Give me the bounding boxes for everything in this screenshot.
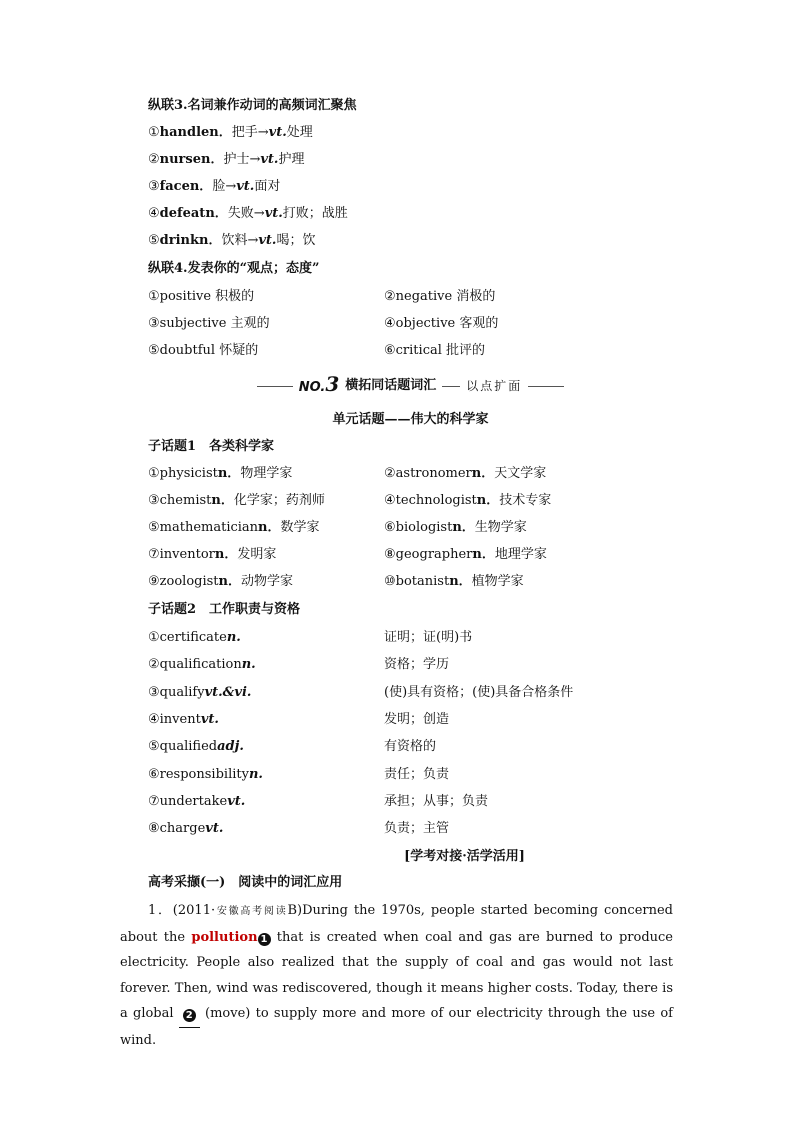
term-meaning: 有资格的 xyxy=(384,739,437,755)
item-word: drink xyxy=(159,233,199,248)
attitude-word: ③subjective 主观的 xyxy=(148,316,270,331)
attitude-word: ⑥critical 批评的 xyxy=(384,343,486,358)
item-pos-verb: vt. xyxy=(258,233,277,248)
scientist-term xyxy=(384,518,527,538)
item-pos-noun: n． xyxy=(205,206,228,221)
term-meaning: 发明家 xyxy=(237,547,277,562)
term-pos: adj. xyxy=(217,739,244,755)
term-meaning: 负责；主管 xyxy=(384,821,450,837)
term-meaning: 资格；学历 xyxy=(384,657,450,673)
term-meaning: 数学家 xyxy=(280,520,320,535)
term-pos: n． xyxy=(258,520,281,535)
item-meaning-verb: 面对 xyxy=(254,179,281,194)
item-meaning-noun: 把手 xyxy=(231,125,258,140)
term-word: ⑤qualified xyxy=(148,739,218,755)
passage-part1: B)During the 1970s, people started becoming concerned about the xyxy=(120,903,673,945)
qualification-term xyxy=(148,765,263,785)
term-pos: n． xyxy=(211,493,234,508)
section4-heading: 纵联4.发表你的“观点；态度” xyxy=(148,261,320,276)
item-meaning-noun: 饮料 xyxy=(221,233,248,248)
term-meaning: 地理学家 xyxy=(494,547,547,562)
term-meaning: 技术专家 xyxy=(499,493,552,508)
term-pos: vt. xyxy=(205,821,224,837)
scientist-term xyxy=(384,572,524,592)
attitude-word: ②negative 消极的 xyxy=(384,289,496,304)
term-meaning: 证明；证(明)书 xyxy=(384,630,473,645)
scientist-term xyxy=(384,545,547,565)
term-word: ①physicist xyxy=(148,466,218,481)
term-meaning: 承担；从事；负责 xyxy=(384,793,489,809)
term-meaning: 生物学家 xyxy=(474,520,527,535)
banner-num: 3 xyxy=(325,372,340,396)
term-word: ⑩botanist xyxy=(384,574,450,589)
term-pos: n． xyxy=(218,574,241,589)
term-pos: n. xyxy=(248,766,263,782)
item-word: face xyxy=(159,179,190,194)
scientist-term xyxy=(148,572,293,592)
scientist-term xyxy=(148,491,325,511)
qualification-term xyxy=(148,683,251,703)
term-pos: n． xyxy=(449,574,472,589)
item-number: ⑤ xyxy=(148,233,160,248)
attitude-word: ⑤doubtful 怀疑的 xyxy=(148,343,259,358)
term-word: ⑧geographer xyxy=(384,547,473,562)
term-word: ③qualify xyxy=(148,684,205,700)
section3-item xyxy=(148,177,280,197)
scientist-term xyxy=(148,518,320,538)
term-pos: vt.&vi. xyxy=(204,684,252,700)
passage-part2[interactable]: that is created when coal and gas are burned to produce electricity. People also realized that the supply of coal and gas would not last forever. Then, wind was rediscovered, though it means higher costs. Today, there is a global xyxy=(120,929,673,1021)
term-word: ⑦inventor xyxy=(148,547,215,562)
attitude-word: ①positive 积极的 xyxy=(148,289,255,304)
banner-no: NO. xyxy=(298,380,326,395)
item-number: ② xyxy=(148,152,160,167)
term-word: ⑥biologist xyxy=(384,520,453,535)
section3-item xyxy=(148,150,304,170)
banner-rule-right xyxy=(528,386,564,387)
term-word: ⑤mathematician xyxy=(148,520,259,535)
banner-subtitle: 以点扩面 xyxy=(466,379,523,393)
item-meaning-noun: 护士 xyxy=(223,152,250,167)
item-meaning-verb: 处理 xyxy=(286,125,313,140)
banner-rule-left xyxy=(257,386,293,387)
arrow-icon: → xyxy=(225,179,237,194)
term-meaning: 植物学家 xyxy=(471,574,524,589)
qualification-term xyxy=(148,819,223,839)
banner-title: 横拓同话题词汇 xyxy=(345,378,437,393)
term-pos: vt. xyxy=(227,793,246,809)
item-pos-verb: vt. xyxy=(260,152,279,167)
term-word: ②qualification xyxy=(148,657,242,673)
term-meaning: (使)具有资格；(使)具备合格条件 xyxy=(384,684,574,700)
term-pos: n． xyxy=(214,547,238,562)
term-word: ⑥responsibility xyxy=(148,766,249,782)
term-meaning: 发明；创造 xyxy=(384,711,450,727)
highlight-word: pollution xyxy=(191,929,258,945)
item-word: nurse xyxy=(159,152,201,167)
item-number: ④ xyxy=(148,206,160,221)
item-pos-noun: n． xyxy=(189,179,213,194)
passage-part3: (move) to supply more and more of our electricity through the use of wind. xyxy=(120,1006,673,1048)
item-meaning-noun: 失败 xyxy=(227,206,254,221)
item-word: defeat xyxy=(159,206,206,221)
arrow-icon: → xyxy=(253,206,265,221)
scientist-term xyxy=(148,545,276,565)
item-pos-noun: n． xyxy=(199,233,222,248)
term-pos: n． xyxy=(471,466,495,481)
scientist-term xyxy=(384,464,546,484)
term-pos: n． xyxy=(452,520,475,535)
scientist-term xyxy=(384,491,551,511)
term-pos: n. xyxy=(241,657,256,673)
qualification-term xyxy=(148,792,245,812)
term-pos: n． xyxy=(476,493,500,508)
item-pos-verb: vt. xyxy=(268,125,287,140)
term-word: ⑧charge xyxy=(148,821,206,837)
item-pos-noun: n． xyxy=(209,125,232,140)
fill-blank-2[interactable] xyxy=(179,1001,200,1028)
annotation-marker-2: 2 xyxy=(183,1009,196,1022)
item-meaning-verb: 打败；战胜 xyxy=(282,206,348,221)
qualification-term xyxy=(148,710,219,730)
term-pos: n． xyxy=(472,547,495,562)
item-pos-verb: vt. xyxy=(236,179,255,194)
term-meaning: 化学家；药剂师 xyxy=(233,493,325,508)
term-word: ④invent xyxy=(148,711,201,727)
term-word: ⑦undertake xyxy=(148,793,228,809)
section3-item xyxy=(148,123,313,143)
item-meaning-verb: 护理 xyxy=(278,152,305,167)
subtopic2-heading: 子话题2 工作职责与资格 xyxy=(148,602,301,617)
term-meaning: 天文学家 xyxy=(494,466,547,481)
arrow-icon: → xyxy=(249,152,261,167)
term-word: ②astronomer xyxy=(384,466,472,481)
term-word: ⑨zoologist xyxy=(148,574,219,589)
term-pos: vt. xyxy=(200,711,219,727)
scientist-term xyxy=(148,464,292,484)
term-word: ④technologist xyxy=(384,493,477,508)
term-pos: n. xyxy=(226,630,241,645)
qualification-term xyxy=(148,737,244,757)
item-pos-verb: vt. xyxy=(264,206,283,221)
item-number: ③ xyxy=(148,179,160,194)
section3-heading: 纵联3.名词兼作动词的高频词汇聚焦 xyxy=(148,98,357,113)
reading-passage xyxy=(120,898,673,1053)
term-meaning: 责任；负责 xyxy=(384,766,450,782)
practice-heading: [学考对接·活学活用] xyxy=(404,849,525,864)
item-meaning-verb: 喝；饮 xyxy=(276,233,316,248)
section3-item xyxy=(148,204,348,224)
arrow-icon: → xyxy=(247,233,259,248)
attitude-word: ④objective 客观的 xyxy=(384,316,499,331)
section3-item xyxy=(148,231,315,251)
banner-rule-mid xyxy=(442,386,460,387)
qualification-term xyxy=(148,628,241,648)
reading-heading: 高考采撷(一) 阅读中的词汇应用 xyxy=(148,875,343,890)
unit-topic: 单元话题——伟大的科学家 xyxy=(332,412,489,427)
term-word: ③chemist xyxy=(148,493,212,508)
annotation-marker-1: 1 xyxy=(258,933,271,946)
item-word: handle xyxy=(159,125,210,140)
passage-source: 安徽高考阅读 xyxy=(215,906,288,917)
item-pos-noun: n． xyxy=(201,152,224,167)
item-number: ① xyxy=(148,125,160,140)
qualification-term xyxy=(148,655,256,675)
subtopic1-heading: 子话题1 各类科学家 xyxy=(148,439,275,454)
banner-number xyxy=(299,374,340,398)
term-meaning: 物理学家 xyxy=(240,466,293,481)
section-banner xyxy=(148,374,673,398)
item-meaning-noun: 脸 xyxy=(212,179,226,194)
arrow-icon: → xyxy=(257,125,269,140)
term-word: ①certificate xyxy=(148,630,227,645)
passage-lead: 1．(2011· xyxy=(148,903,216,918)
term-pos: n． xyxy=(217,466,241,481)
term-meaning: 动物学家 xyxy=(240,574,293,589)
